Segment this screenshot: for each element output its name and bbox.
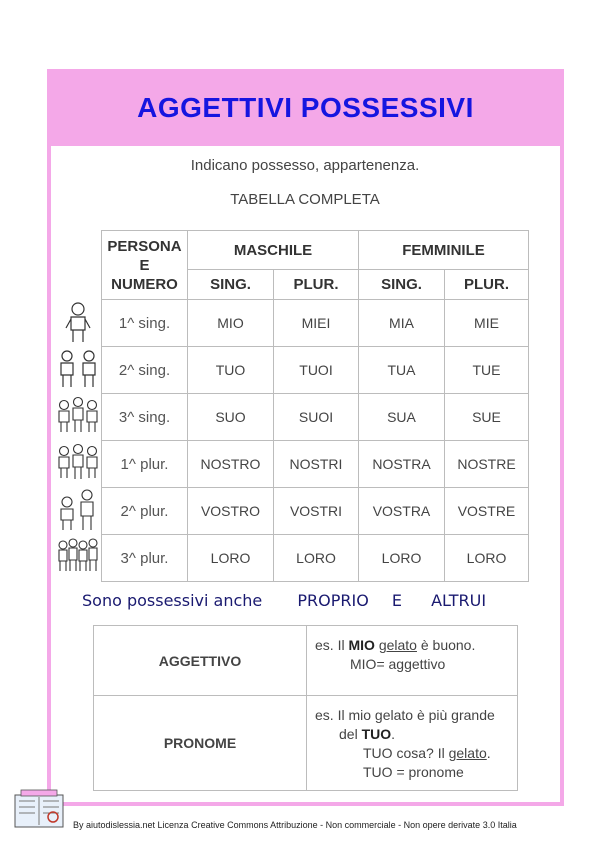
fem-plur-cell: MIE <box>445 300 529 347</box>
fem-sing-cell: NOSTRA <box>359 441 445 488</box>
fem-plur-cell: VOSTRE <box>445 488 529 535</box>
example-pronome <box>307 696 518 791</box>
group-we-icon <box>55 441 101 485</box>
table-subtitle: TABELLA COMPLETA <box>230 191 380 208</box>
two-children-icon <box>55 347 101 391</box>
fem-sing-cell: VOSTRA <box>359 488 445 535</box>
ex1-underlined: gelato <box>378 637 417 653</box>
three-children-icon <box>55 394 101 438</box>
masc-plur-cell: MIEI <box>274 300 359 347</box>
intro-text: Indicano possesso, appartenenza. <box>190 157 420 174</box>
label-aggettivo: AGGETTIVO <box>94 626 307 696</box>
one-child-icon <box>55 300 101 344</box>
masc-sing-cell: NOSTRO <box>188 441 274 488</box>
also-possessive-line <box>82 591 486 610</box>
persona-cell: 2^ plur. <box>102 488 188 535</box>
license-footer: By aiutodislessia.net Licenza Creative Commons Attribuzione - Non commerciale - Non opere derivate 3.0 Italia <box>73 820 517 830</box>
header-f-sing: SING. <box>359 270 445 300</box>
fem-plur-cell: LORO <box>445 535 529 582</box>
page-title: AGGETTIVI POSSESSIVI <box>137 91 474 123</box>
persona-cell: 1^ plur. <box>102 441 188 488</box>
masc-plur-cell: VOSTRI <box>274 488 359 535</box>
ex2-line2-bold: TUO <box>361 726 392 742</box>
fem-sing-cell: SUA <box>359 394 445 441</box>
ex2-line4: TUO = pronome <box>363 764 464 780</box>
ex1-bold: MIO <box>348 637 375 653</box>
header-m-sing: SING. <box>188 270 274 300</box>
word-altrui: ALTRUI <box>431 591 487 610</box>
header-maschile: MASCHILE <box>188 231 359 270</box>
persona-cell: 3^ sing. <box>102 394 188 441</box>
header-m-plur: PLUR. <box>274 270 359 300</box>
header-f-plur: PLUR. <box>445 270 529 300</box>
word-proprio: PROPRIO <box>297 591 369 610</box>
ex1-text: es. Il <box>315 637 349 653</box>
ex2-line3-underlined: gelato <box>448 745 487 761</box>
persona-cell: 1^ sing. <box>102 300 188 347</box>
label-pronome: PRONOME <box>94 696 307 791</box>
masc-plur-cell: TUOI <box>274 347 359 394</box>
table-row <box>102 488 529 535</box>
table-row <box>102 535 529 582</box>
masc-plur-cell: LORO <box>274 535 359 582</box>
header-persona: PERSONA E NUMERO <box>102 231 188 300</box>
group-you-icon <box>55 488 101 532</box>
persona-cell: 3^ plur. <box>102 535 188 582</box>
title-banner <box>47 69 564 146</box>
persona-cell: 2^ sing. <box>102 347 188 394</box>
fem-plur-cell: TUE <box>445 347 529 394</box>
fem-sing-cell: MIA <box>359 300 445 347</box>
fem-sing-cell: TUA <box>359 347 445 394</box>
word-e: E <box>391 591 402 610</box>
masc-sing-cell: LORO <box>188 535 274 582</box>
masc-sing-cell: MIO <box>188 300 274 347</box>
masc-plur-cell: SUOI <box>274 394 359 441</box>
group-they-icon <box>55 535 101 579</box>
possessive-table <box>101 230 529 582</box>
table-row <box>102 441 529 488</box>
masc-sing-cell: TUO <box>188 347 274 394</box>
ex2-line2c: . <box>391 726 396 742</box>
ex2-line1: es. Il mio gelato è più grande <box>315 707 495 723</box>
example-aggettivo <box>307 626 518 696</box>
ex1-line2: MIO= aggettivo <box>350 656 446 672</box>
fem-sing-cell: LORO <box>359 535 445 582</box>
book-logo-icon <box>13 789 65 829</box>
adjective-pronoun-table <box>93 625 518 791</box>
ex1-end: è buono. <box>416 637 476 653</box>
masc-sing-cell: SUO <box>188 394 274 441</box>
ex2-line3c: . <box>486 745 491 761</box>
table-row <box>102 300 529 347</box>
masc-plur-cell: NOSTRI <box>274 441 359 488</box>
masc-sing-cell: VOSTRO <box>188 488 274 535</box>
header-femminile: FEMMINILE <box>359 231 529 270</box>
fem-plur-cell: SUE <box>445 394 529 441</box>
table-row <box>102 347 529 394</box>
also-text: Sono possessivi anche <box>82 591 263 610</box>
table-row <box>102 394 529 441</box>
fem-plur-cell: NOSTRE <box>445 441 529 488</box>
ex2-line2a: del <box>339 726 362 742</box>
ex2-line3a: TUO cosa? Il <box>363 745 449 761</box>
